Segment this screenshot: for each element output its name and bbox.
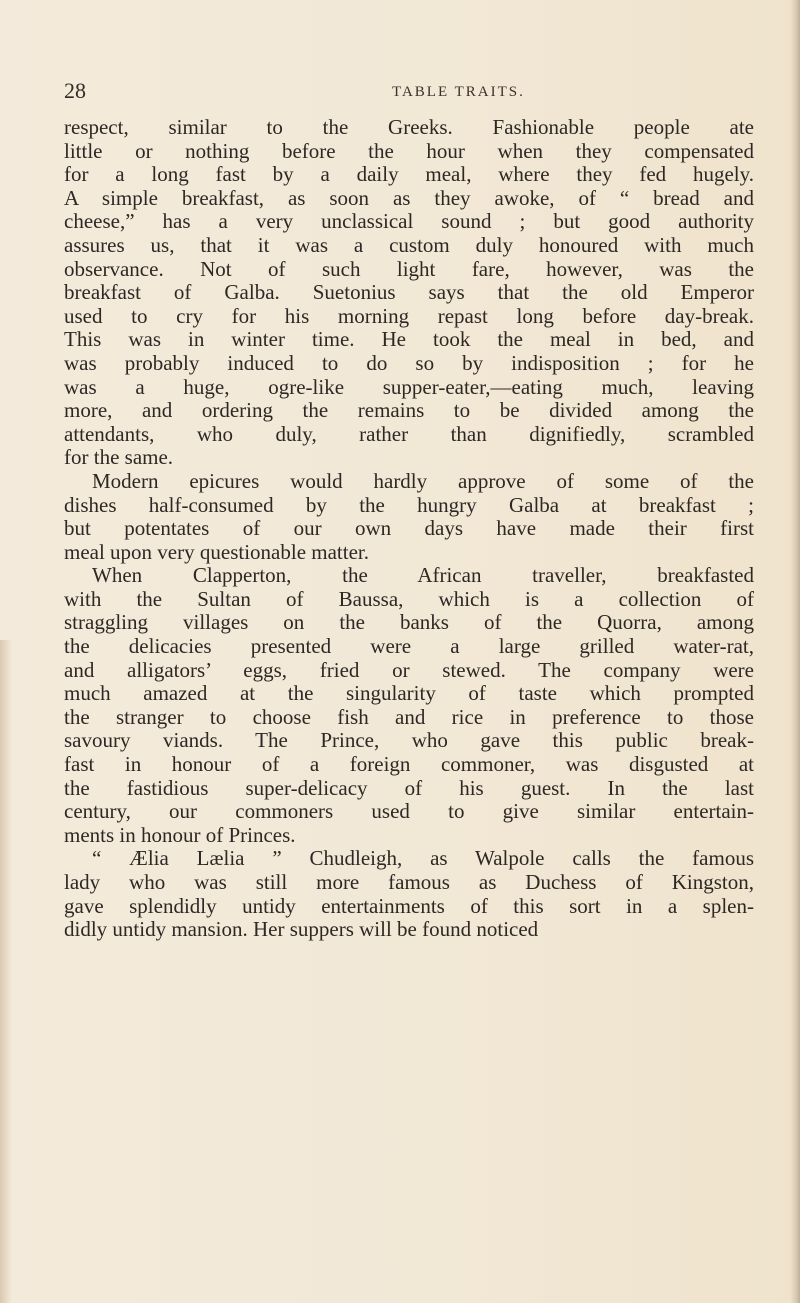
text-line: the delicacies presented were a large grilled water-rat, <box>64 634 754 659</box>
text-line: When Clapperton, the African traveller, breakfasted <box>92 563 754 588</box>
text-line: observance. Not of such light fare, however, was the <box>64 256 754 281</box>
text-line: was probably induced to do so by indisposition ; for he <box>64 350 754 375</box>
text-line: the fastidious super-delicacy of his guest. In the last <box>64 775 754 800</box>
text-line: much amazed at the singularity of taste which prompted <box>64 681 754 706</box>
text-line: was a huge, ogre-like supper-eater,—eating much, leaving <box>64 374 754 399</box>
text-line: little or nothing before the hour when they compensated <box>64 138 754 163</box>
text-line: Modern epicures would hardly approve of some of the <box>92 468 754 493</box>
text-line: used to cry for his morning repast long before day-break. <box>64 303 754 328</box>
text-line: lady who was still more famous as Duchess of Kingston, <box>64 870 754 894</box>
page-header <box>64 78 754 102</box>
text-line: assures us, that it was a custom duly honoured with much <box>64 232 754 257</box>
text-line: meal upon very questionable matter. <box>64 539 369 564</box>
text-line: fast in honour of a foreign commoner, was disgusted at <box>64 752 754 777</box>
text-line: respect, similar to the Greeks. Fashionable people ate <box>64 115 754 139</box>
text-line: gave splendidly untidy entertainments of this sort in a splen- <box>64 893 754 918</box>
text-line: for a long fast by a daily meal, where they fed hugely. <box>64 162 754 187</box>
text-line: but potentates of our own days have made their first <box>64 516 754 541</box>
page-number: 28 <box>64 78 86 103</box>
text-line: more, and ordering the remains to be divided among the <box>64 398 754 423</box>
text-line: for the same. <box>64 445 174 470</box>
text-line: with the Sultan of Baussa, which is a collection of <box>64 586 754 611</box>
text-line: A simple breakfast, as soon as they awoke, of “ bread and <box>64 185 754 210</box>
page-edge-stain <box>0 640 12 1303</box>
text-line: the stranger to choose fish and rice in preference to those <box>64 704 754 729</box>
page-edge-shadow <box>790 0 800 1303</box>
text-line: dishes half-consumed by the hungry Galba at breakfast ; <box>64 492 754 517</box>
text-line: breakfast of Galba. Suetonius says that the old Emperor <box>64 280 754 305</box>
text-line: straggling villages on the banks of the Quorra, among <box>64 610 754 635</box>
text-line: century, our commoners used to give similar entertain- <box>64 799 754 824</box>
text-line: and alligators’ eggs, fried or stewed. The company were <box>64 657 754 682</box>
text-line: This was in winter time. He took the meal in bed, and <box>64 327 754 352</box>
text-line: ments in honour of Princes. <box>64 822 296 847</box>
text-line: “ Ælia Lælia ” Chudleigh, as Walpole calls the famous <box>92 846 754 871</box>
body-text <box>64 116 754 942</box>
text-line: didly untidy mansion. Her suppers will be found noticed <box>64 917 539 942</box>
text-line: savoury viands. The Prince, who gave this public break- <box>64 728 754 753</box>
text-line: attendants, who duly, rather than dignifiedly, scrambled <box>64 421 754 446</box>
text-line: cheese,” has a very unclassical sound ; but good authority <box>64 209 754 234</box>
running-head: TABLE TRAITS. <box>392 84 525 100</box>
